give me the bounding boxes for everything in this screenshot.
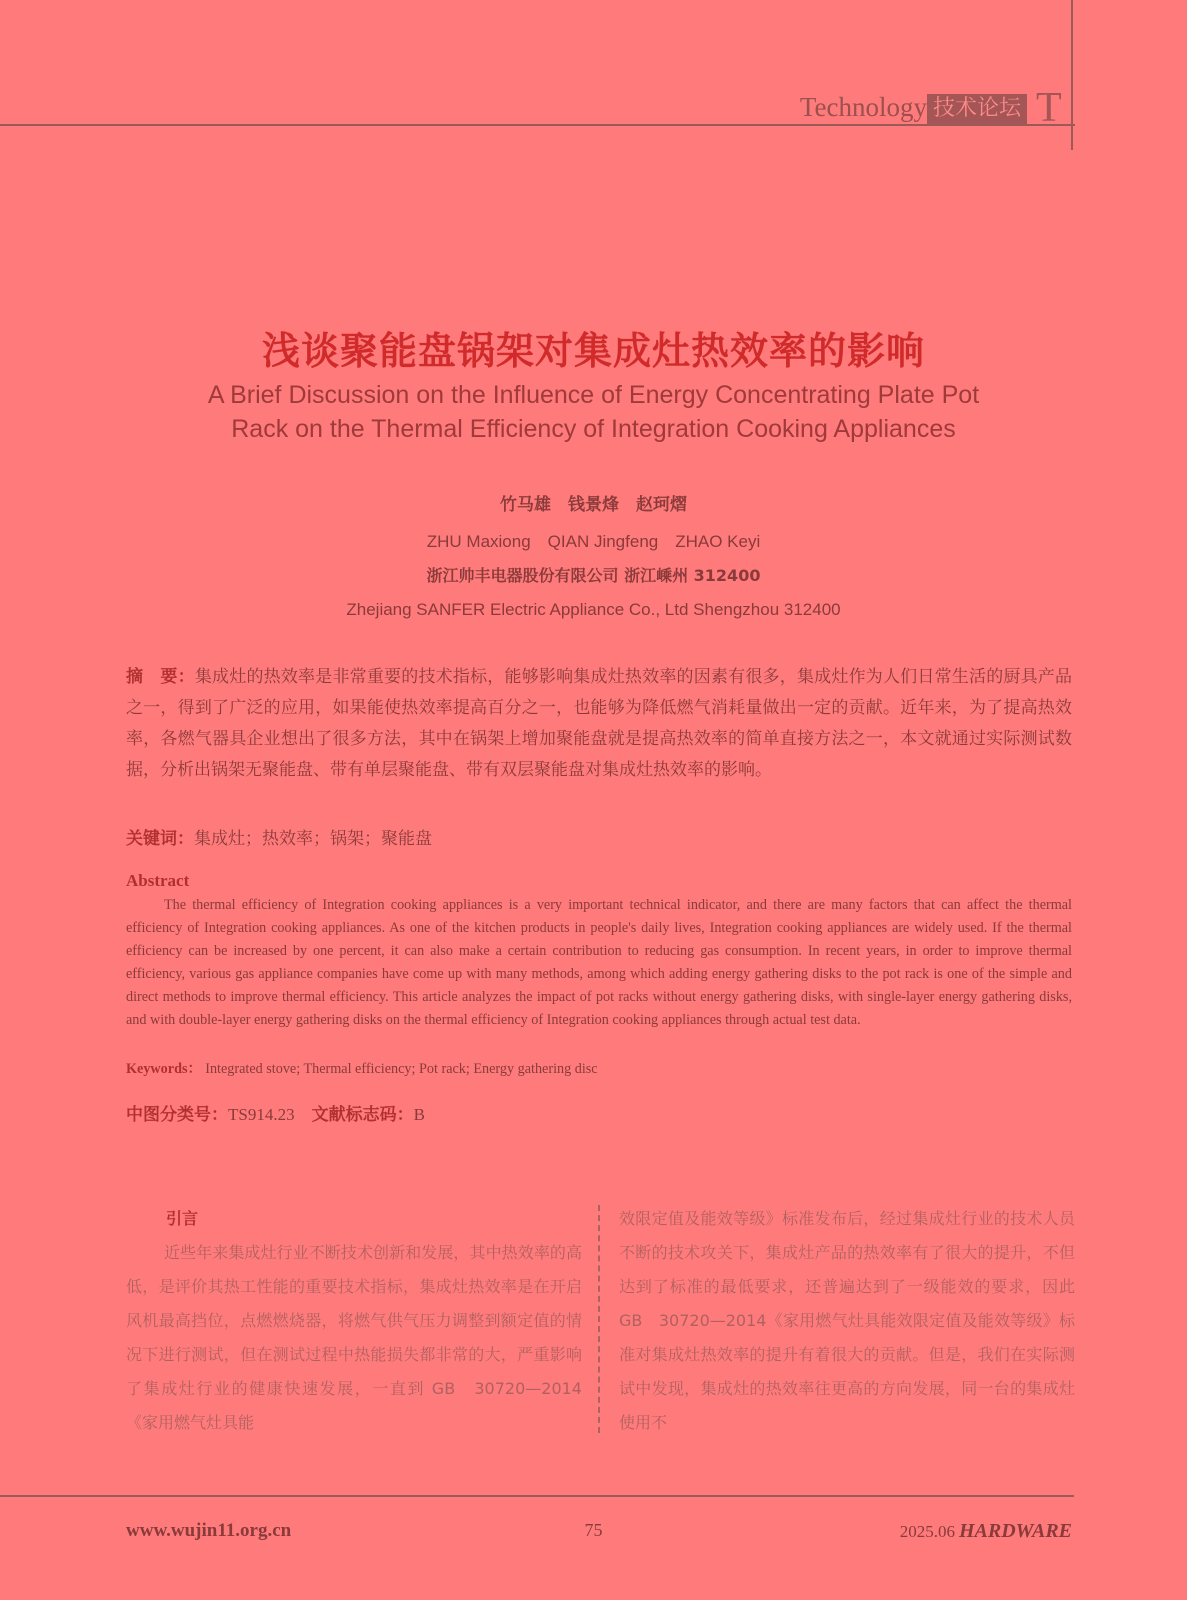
keywords-cn-label: 关键词： [126,829,194,849]
intro-paragraph-left: 近些年来集成灶行业不断技术创新和发展，其中热效率的高低，是评价其热工性能的重要技术指标，集成灶热效率是在开启风机最高挡位，点燃燃烧器，将燃气供气压力调整到额定值的情况下进行测试，但在测试过程中热能损失都非常的大，严重影响了集成灶行业的健康快速发展，一直到 GB 30720—2014《家用燃气灶具能 [126,1243,582,1432]
abstract-en-text: The thermal efficiency of Integration cooking appliances is a very important technical indicator, and there are many factors that can affect the thermal efficiency of Integration cooking appliances. As one of the kitchen products in people's daily lives, Integration cooking appliances are widely used. If the thermal efficiency can be increased by one percent, it can also make a certain contribution to reducing gas consumption. In recent years, in order to improve thermal efficiency, various gas appliance companies have come up with many methods, among which adding energy gathering disks to the pot rack is one of the simple and direct methods to improve thermal efficiency. This article analyzes the impact of pot racks without energy gathering disks, with single-layer energy gathering disks, and with double-layer energy gathering disks on the thermal efficiency of Integration cooking appliances through actual test data. [126,897,1072,1028]
keywords-en-label: Keywords： [126,1061,202,1077]
clc-label: 中图分类号： [126,1105,228,1125]
page-number: 75 [584,1520,603,1540]
doc-code-value: B [413,1105,425,1124]
abstract-en-heading: Abstract [126,871,190,890]
section-letter: T [1036,85,1062,131]
classification [126,1100,425,1125]
keywords-cn-text: 集成灶；热效率；锅架；聚能盘 [194,829,432,849]
section-title-cn: 技术论坛 [927,94,1027,124]
doc-code-label: 文献标志码： [311,1105,414,1125]
footer-rule [0,1495,1074,1497]
issue-date: 2025.06 [899,1522,955,1541]
footer-url: www.wujin11.org.cn [126,1520,292,1541]
magazine-name: HARDWARE [959,1520,1072,1542]
footer-issue [900,1520,1072,1543]
intro-heading: 引言 [166,1209,199,1228]
header-vertical-rule [1071,0,1073,150]
affiliation-en: Zhejiang SANFER Electric Appliance Co., Ltd Shengzhou 312400 [346,600,841,619]
keywords-en-text: Integrated stove; Thermal efficiency; Pot rack; Energy gathering disc [205,1061,598,1077]
article-title-en [0,378,1187,446]
keywords-en [126,1058,1072,1078]
body-column-right [619,1202,1075,1440]
body-column-left [126,1202,582,1440]
abstract-cn [126,662,1072,786]
abstract-cn-text: 集成灶的热效率是非常重要的技术指标，能够影响集成灶热效率的因素有很多，集成灶作为人们日常生活的厨具产品之一，得到了广泛的应用，如果能使热效率提高百分之一，也能够为降低燃气消耗量做出一定的贡献。近年来，为了提高热效率，各燃气器具企业想出了很多方法，其中在锅架上增加聚能盘就是提高热效率的简单直接方法之一，本文就通过实际测试数据，分析出锅架无聚能盘、带有单层聚能盘、带有双层聚能盘对集成灶热效率的影响。 [126,667,1073,780]
section-title-en: Technology [799,92,927,122]
authors-cn: 竹马雄 钱景烽 赵珂熠 [500,495,687,515]
authors-en: ZHU Maxiong QIAN Jingfeng ZHAO Keyi [426,532,761,551]
header-rule [0,124,1075,126]
intro-paragraph-right: 效限定值及能效等级》标准发布后，经过集成灶行业的技术人员不断的技术攻关下，集成灶产品的热效率有了很大的提升，不但达到了标准的最低要求，还普遍达到了一级能效的要求，因此 GB 30720—2014《家用燃气灶具能效限定值及能效等级》标准对集成灶热效率的提升有着很大的贡献。但是，我们在实际测试中发现，集成灶的热效率往更高的方向发展，同一台的集成灶使用不 [619,1209,1075,1432]
article-title-en-line2: Rack on the Thermal Efficiency of Integration Cooking Appliances [231,415,956,443]
keywords-cn [126,824,1072,849]
column-divider [598,1205,600,1433]
article-title-en-line1: A Brief Discussion on the Influence of Energy Concentrating Plate Pot [207,381,980,409]
affiliation-cn: 浙江帅丰电器股份有限公司 浙江嵊州 312400 [426,566,761,585]
clc-value: TS914.23 [228,1105,295,1124]
abstract-cn-label: 摘 要： [126,667,195,687]
article-title-cn: 浅谈聚能盘锅架对集成灶热效率的影响 [261,329,925,373]
